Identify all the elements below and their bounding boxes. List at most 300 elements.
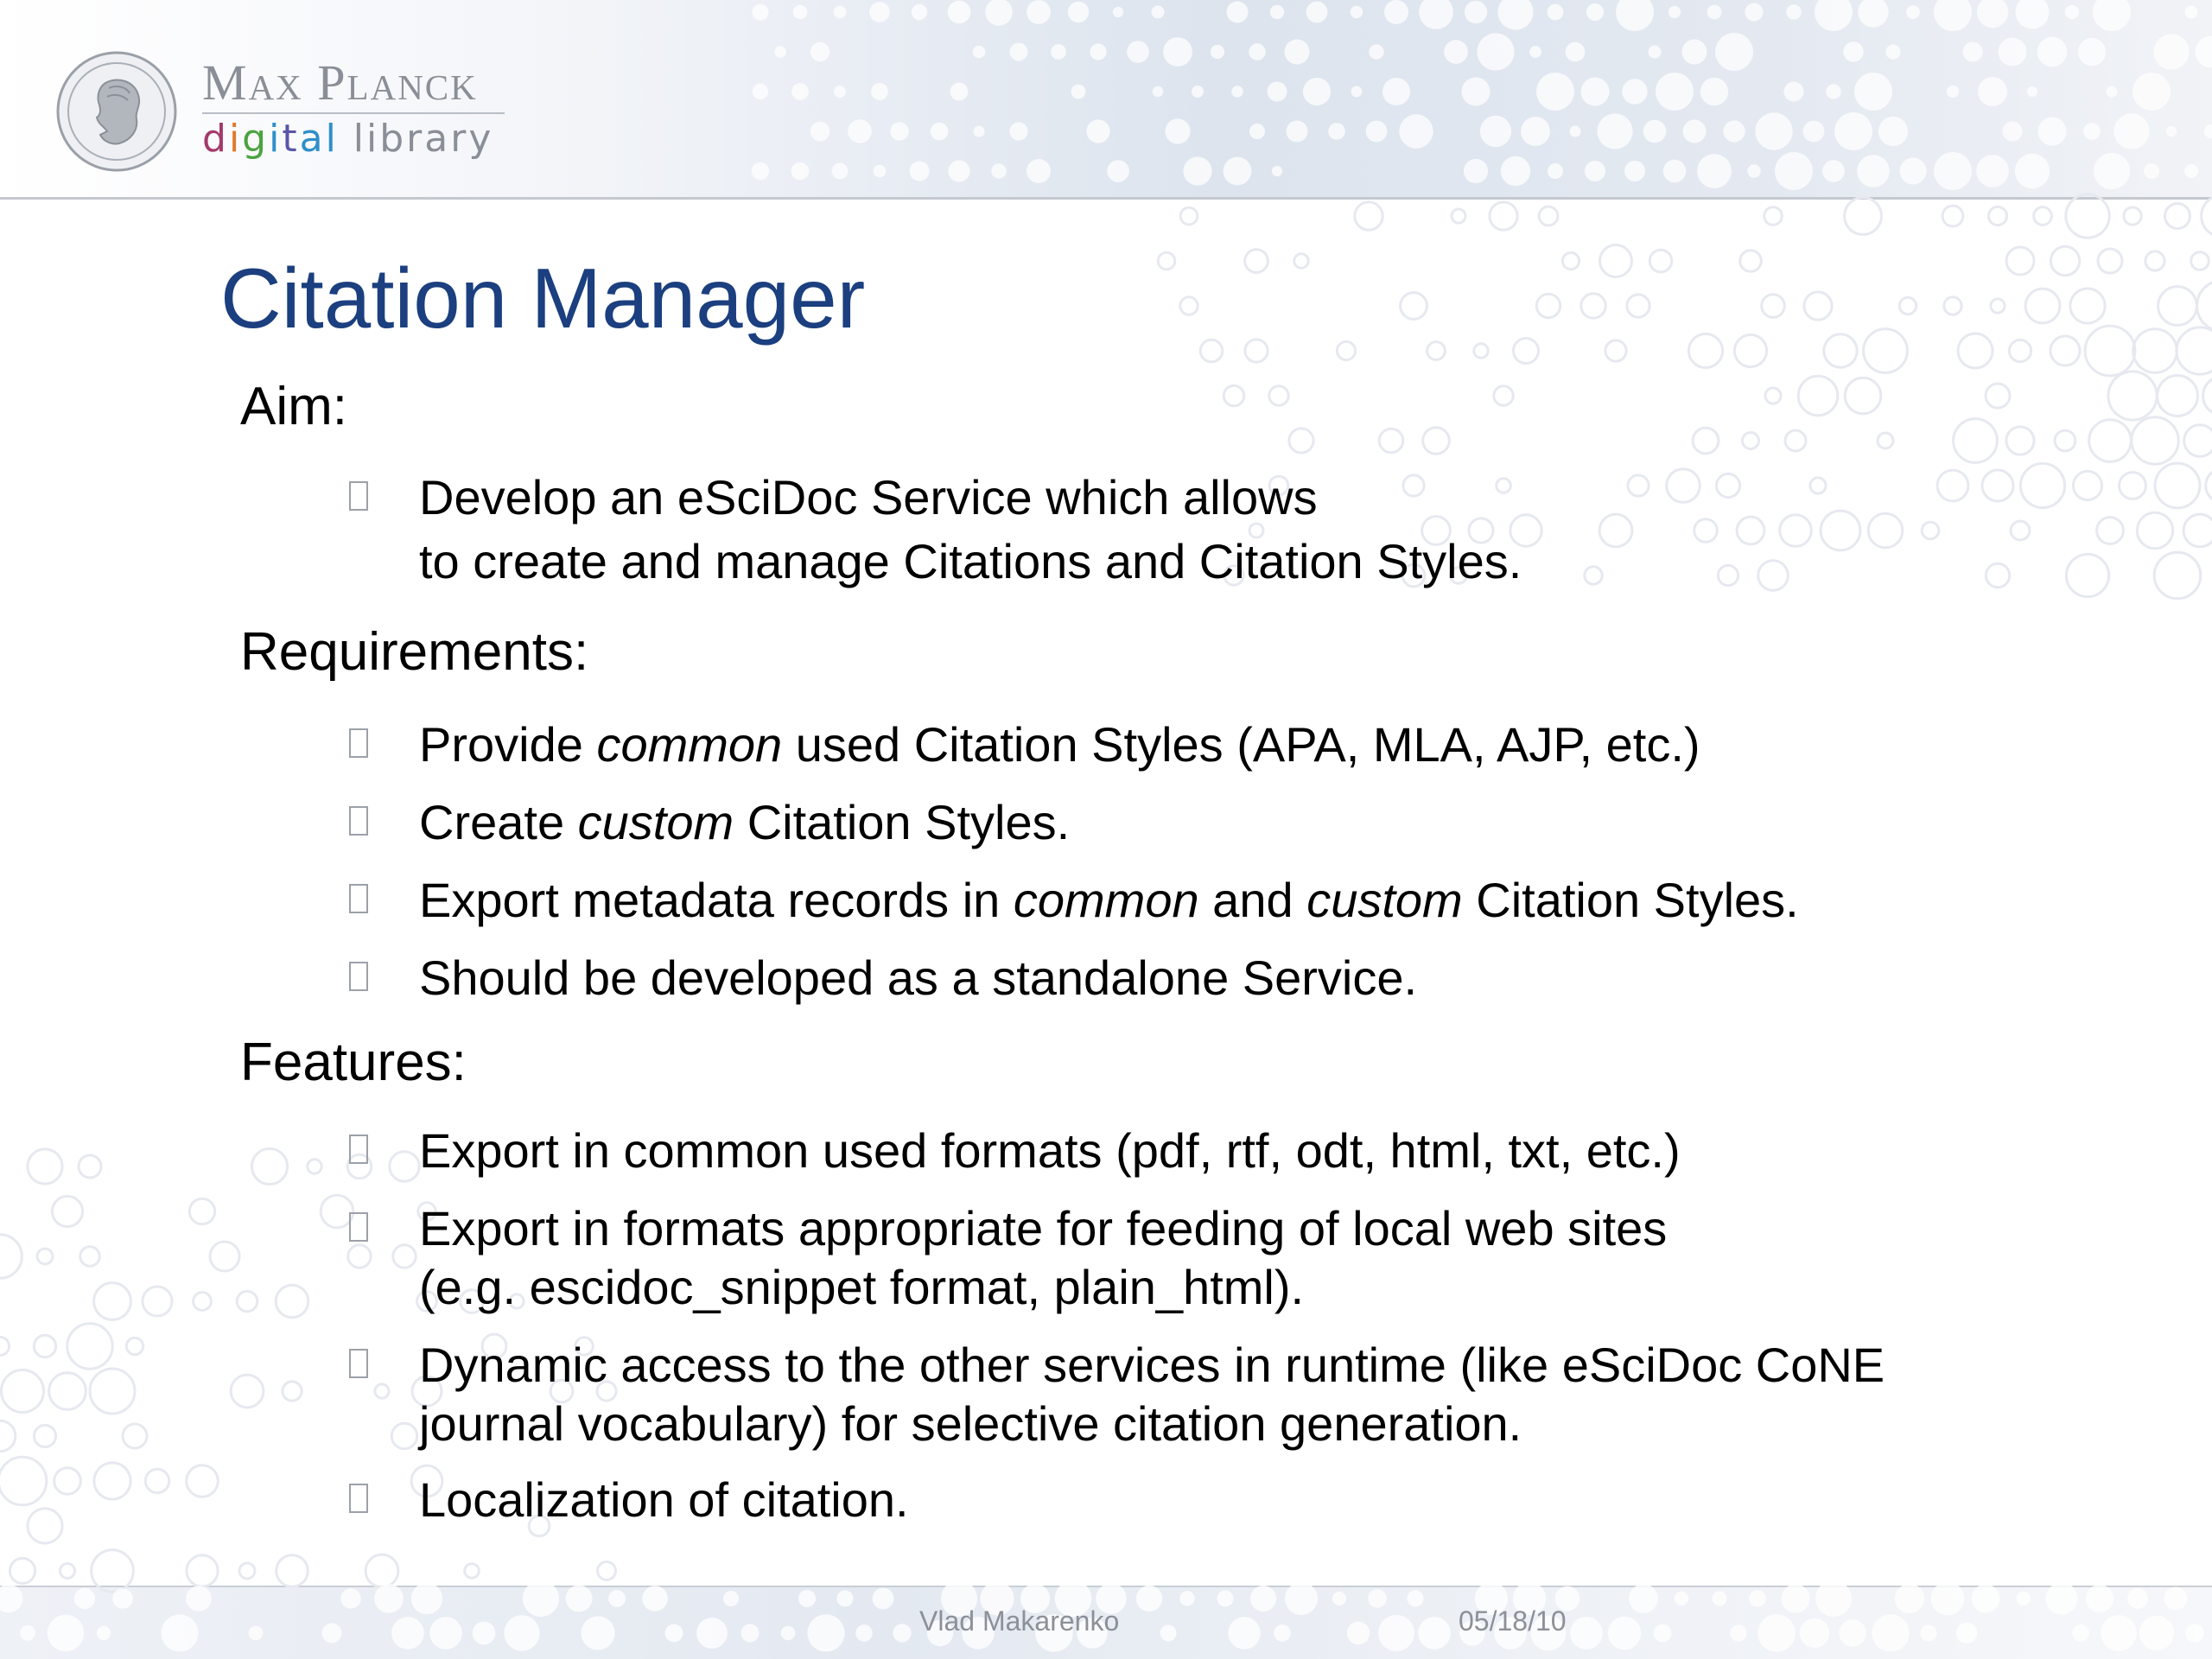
decorative-bubble	[1539, 207, 1558, 226]
requirement-item	[419, 870, 1799, 931]
decorative-bubble	[2184, 425, 2212, 457]
decorative-bubble	[0, 1585, 22, 1613]
decorative-bubble	[2037, 37, 2068, 67]
decorative-bubble	[973, 46, 986, 59]
decorative-bubble	[2017, 1592, 2031, 1606]
decorative-bubble	[2034, 207, 2052, 226]
decorative-bubble	[1826, 84, 1840, 99]
decorative-bubble	[1656, 73, 1694, 111]
decorative-bubble	[28, 1149, 62, 1184]
decorative-bubble	[2158, 376, 2198, 416]
decorative-bubble	[92, 1550, 134, 1592]
decorative-bubble	[1934, 0, 1972, 31]
decorative-bubble	[1379, 429, 1403, 453]
decorative-bubble	[1921, 1625, 1937, 1642]
decorative-bubble	[1737, 517, 1764, 544]
logo-letter: i	[228, 117, 243, 161]
decorative-bubble	[143, 1287, 172, 1316]
decorative-bubble	[67, 1324, 112, 1369]
decorative-bubble	[1224, 157, 1252, 186]
decorative-bubble	[1285, 1582, 1318, 1615]
decorative-bubble	[2158, 287, 2197, 326]
decorative-bubble	[1663, 160, 1686, 182]
decorative-bubble	[34, 1335, 55, 1357]
requirement-item	[419, 792, 1070, 853]
decorative-bubble	[893, 1624, 911, 1642]
decorative-bubble	[1200, 340, 1223, 362]
decorative-bubble	[1944, 297, 1961, 315]
decorative-bubble	[391, 1617, 424, 1649]
decorative-bubble	[1270, 5, 1284, 19]
decorative-bubble	[1071, 85, 1086, 99]
decorative-bubble	[1269, 386, 1288, 405]
decorative-bubble	[276, 1555, 308, 1587]
decorative-bubble	[1716, 474, 1739, 497]
footer-date: 05/18/10	[1459, 1605, 1567, 1637]
decorative-bubble	[1152, 6, 1165, 19]
decorative-bubble	[1991, 299, 2005, 313]
decorative-bubble	[741, 1624, 760, 1643]
decorative-bubble	[2098, 249, 2122, 273]
decorative-bubble	[1351, 6, 1363, 18]
decorative-bubble	[90, 1369, 135, 1414]
decorative-bubble	[1972, 1585, 2000, 1613]
decorative-bubble	[523, 1580, 559, 1617]
decorative-bubble	[781, 1626, 796, 1641]
decorative-bubble	[1514, 339, 1539, 364]
decorative-bubble	[871, 83, 888, 100]
decorative-bubble	[2045, 1582, 2077, 1614]
decorative-bubble	[1804, 292, 1832, 320]
decorative-bubble	[1600, 245, 1632, 277]
decorative-bubble	[2166, 126, 2177, 137]
decorative-bubble	[1885, 44, 1900, 59]
minerva-seal-icon	[55, 50, 178, 173]
logo-letter: d	[202, 117, 229, 161]
decorative-bubble	[752, 162, 769, 180]
decorative-bubble	[1834, 112, 1872, 150]
decorative-bubble	[598, 1562, 616, 1580]
decorative-bubble	[2006, 247, 2034, 275]
decorative-bubble	[2113, 113, 2149, 149]
decorative-bubble	[1749, 1590, 1765, 1606]
decorative-bubble	[1755, 112, 1792, 149]
decorative-bubble	[1669, 6, 1681, 18]
decorative-bubble	[2066, 194, 2109, 238]
decorative-bubble	[2015, 154, 2050, 188]
decorative-bubble	[1743, 433, 1759, 449]
requirement-item	[419, 715, 1700, 775]
decorative-bubble	[1427, 342, 1446, 360]
decorative-bubble	[1707, 5, 1722, 20]
decorative-bubble	[566, 1586, 593, 1612]
decorative-bubble	[1378, 1615, 1414, 1651]
decorative-bubble	[1675, 1592, 1688, 1605]
bullet-box-icon	[349, 728, 368, 758]
decorative-bubble	[1599, 514, 1632, 547]
bullet-box-icon	[349, 884, 368, 913]
decorative-bubble	[2154, 552, 2201, 599]
decorative-bubble	[665, 1624, 683, 1643]
decorative-bubble	[2184, 164, 2198, 178]
decorative-bubble	[1872, 1614, 1909, 1651]
feature-item-line-2: journal vocabulary) for selective citation generation.	[419, 1396, 1522, 1451]
decorative-bubble	[2009, 340, 2031, 361]
decorative-bubble	[1667, 469, 1700, 503]
decorative-bubble	[411, 1583, 442, 1614]
decorative-bubble	[1730, 1624, 1746, 1641]
decorative-bubble	[1922, 522, 1939, 539]
decorative-bubble	[1740, 251, 1762, 272]
decorative-bubble	[52, 1196, 82, 1226]
decorative-bubble	[2203, 377, 2212, 416]
decorative-bubble	[1192, 86, 1204, 98]
decorative-bubble	[1854, 73, 1892, 111]
decorative-bubble	[1401, 293, 1427, 320]
decorative-bubble	[1723, 120, 1745, 142]
decorative-bubble	[1931, 1582, 1965, 1616]
decorative-bubble	[1536, 294, 1560, 317]
decorative-bubble	[1762, 295, 1785, 318]
footer-author: Vlad Makarenko	[919, 1605, 1120, 1637]
decorative-bubble	[1497, 0, 1533, 30]
decorative-bubble	[1382, 78, 1410, 105]
decorative-bubble	[2185, 1624, 2203, 1642]
decorative-bubble	[2132, 417, 2178, 464]
decorative-bubble	[74, 1588, 95, 1609]
decorative-bubble	[1368, 1589, 1386, 1607]
decorative-bubble	[393, 1245, 416, 1268]
decorative-bubble	[348, 1245, 371, 1268]
decorative-bubble	[2183, 514, 2212, 547]
decorative-bubble	[249, 1626, 264, 1641]
decorative-bubble	[1986, 563, 2009, 587]
decorative-bubble	[1285, 40, 1310, 65]
decorative-bubble	[374, 1584, 404, 1613]
text-run: Citation Styles.	[734, 795, 1071, 849]
decorative-bubble	[1605, 340, 1626, 361]
decorative-bubble	[10, 1558, 35, 1583]
logo-letter: t	[282, 117, 300, 161]
decorative-bubble	[94, 1283, 131, 1320]
decorative-bubble	[1231, 86, 1243, 98]
decorative-bubble	[79, 1155, 101, 1178]
decorative-bubble	[2025, 289, 2060, 323]
decorative-bubble	[1272, 166, 1282, 176]
decorative-bubble	[473, 1622, 496, 1645]
decorative-bubble	[1764, 207, 1783, 226]
logo-divider	[202, 112, 505, 114]
decorative-bubble	[1268, 82, 1287, 102]
decorative-bubble	[2139, 1616, 2174, 1650]
decorative-bubble	[1781, 1584, 1809, 1612]
decorative-bubble	[1294, 254, 1308, 268]
decorative-bubble	[1163, 37, 1192, 67]
decorative-bubble	[810, 122, 830, 141]
decorative-bubble	[1529, 46, 1541, 58]
decorative-bubble	[1864, 329, 1908, 373]
decorative-bubble	[774, 46, 786, 58]
decorative-bubble	[2120, 473, 2146, 499]
decorative-bubble	[145, 1469, 168, 1492]
text-run: and	[1198, 873, 1307, 927]
logo-digital-library	[202, 119, 513, 159]
decorative-bubble	[308, 1160, 321, 1173]
decorative-bubble	[1051, 44, 1066, 60]
decorative-bubble	[2094, 153, 2130, 189]
decorative-bubble	[34, 1425, 55, 1446]
decorative-bubble	[1399, 114, 1433, 148]
decorative-bubble	[1745, 3, 1764, 22]
logo-max-planck: Max Planck	[202, 54, 478, 111]
decorative-bubble	[1977, 0, 2008, 28]
decorative-bubble	[54, 1468, 81, 1495]
decorative-bubble	[2027, 86, 2037, 97]
decorative-bubble	[1765, 388, 1781, 404]
decorative-bubble	[1947, 86, 1959, 98]
emphasis: common	[1013, 873, 1199, 927]
decorative-bubble	[0, 1337, 10, 1355]
requirements-heading: Requirements:	[240, 622, 589, 682]
decorative-bubble	[2165, 204, 2190, 229]
decorative-bubble	[1906, 5, 1920, 19]
decorative-bubble	[187, 1465, 219, 1497]
slide-title: Citation Manager	[220, 251, 866, 346]
decorative-bubble	[1649, 46, 1662, 59]
decorative-bubble	[1758, 1614, 1796, 1652]
decorative-bubble	[189, 1198, 214, 1224]
decorative-bubble	[251, 1148, 287, 1184]
decorative-bubble	[2011, 521, 2030, 540]
decorative-bubble	[1700, 78, 1728, 105]
decorative-bubble	[1548, 163, 1563, 179]
decorative-bubble	[1306, 2, 1328, 23]
decorative-bubble	[1976, 155, 2009, 188]
decorative-bubble	[1490, 202, 1517, 230]
decorative-bubble	[1465, 1, 1487, 23]
decorative-bubble	[126, 1338, 143, 1354]
decorative-bubble	[950, 83, 969, 101]
decorative-bubble	[28, 1509, 62, 1543]
decorative-bubble	[2137, 512, 2172, 548]
decorative-bubble	[37, 1249, 53, 1264]
text-run: Provide	[419, 717, 597, 772]
decorative-bubble	[276, 1285, 308, 1318]
decorative-bubble	[375, 1384, 389, 1398]
decorative-bubble	[162, 1615, 199, 1652]
decorative-bubble	[1786, 4, 1801, 19]
decorative-bubble	[1586, 3, 1604, 21]
decorative-bubble	[1562, 252, 1579, 269]
decorative-bubble	[910, 162, 930, 181]
decorative-bubble	[1800, 1618, 1829, 1648]
decorative-bubble	[1688, 334, 1722, 367]
decorative-bubble	[837, 1591, 854, 1607]
decorative-bubble	[2070, 289, 2105, 323]
decorative-bubble	[2006, 427, 2034, 454]
bullet-box-icon	[349, 1349, 368, 1378]
decorative-bubble	[834, 86, 846, 98]
decorative-bubble	[390, 1152, 419, 1181]
decorative-bubble	[1369, 44, 1383, 59]
decorative-bubble	[1347, 1622, 1370, 1644]
decorative-bubble	[1027, 0, 1051, 24]
decorative-bubble	[948, 1, 971, 24]
decorative-bubble	[912, 4, 927, 20]
bullet-box-icon	[349, 806, 368, 836]
decorative-bubble	[723, 1591, 739, 1606]
decorative-bubble	[1954, 419, 1998, 463]
decorative-bubble	[890, 122, 908, 140]
decorative-bubble	[187, 1555, 218, 1586]
decorative-bubble	[1452, 209, 1465, 223]
decorative-bubble	[1682, 40, 1707, 65]
decorative-bubble	[1958, 334, 1993, 368]
decorative-bubble	[1803, 121, 1825, 143]
decorative-bubble	[1548, 4, 1564, 21]
decorative-bubble	[2202, 195, 2212, 238]
decorative-bubble	[791, 162, 810, 181]
text-run: used Citation Styles (APA, MLA, AJP, etc.)	[782, 717, 1700, 772]
text-run: Export metadata records in	[419, 873, 1014, 927]
decorative-bubble	[283, 1382, 302, 1401]
decorative-bubble	[2133, 329, 2177, 373]
decorative-bubble	[239, 1563, 255, 1579]
decorative-bubble	[1474, 344, 1488, 358]
decorative-bubble	[2155, 463, 2200, 508]
emphasis: custom	[577, 795, 734, 849]
decorative-bubble	[1780, 515, 1812, 547]
decorative-bubble	[1986, 384, 2010, 408]
decorative-bubble	[1444, 40, 1468, 64]
decorative-bubble	[2196, 36, 2212, 68]
decorative-bubble	[873, 1588, 894, 1610]
decorative-bubble	[2185, 6, 2198, 19]
decorative-bubble	[1521, 117, 1550, 146]
bullet-box-icon	[349, 1484, 368, 1513]
decorative-bubble	[807, 1614, 844, 1651]
decorative-bubble	[1408, 1591, 1424, 1607]
decorative-bubble	[1758, 561, 1789, 591]
decorative-bubble	[391, 1423, 416, 1448]
feature-item-line-2: (e.g. escidoc_snippet format, plain_html).	[419, 1260, 1305, 1314]
decorative-bubble	[1654, 1624, 1672, 1643]
decorative-bubble	[1289, 429, 1313, 453]
decorative-bubble	[1683, 120, 1707, 143]
decorative-bubble	[1629, 1584, 1658, 1613]
decorative-bubble	[1127, 41, 1149, 63]
decorative-bubble	[1937, 470, 1968, 501]
decorative-bubble	[1249, 43, 1265, 60]
decorative-bubble	[991, 163, 1006, 178]
decorative-bubble	[1136, 1586, 1162, 1611]
decorative-bubble	[1332, 1592, 1346, 1605]
decorative-bubble	[1497, 479, 1511, 493]
decorative-bubble	[322, 1624, 342, 1643]
logo-word-library: library	[338, 117, 494, 161]
decorative-bubble	[1824, 334, 1857, 367]
decorative-bubble	[1934, 152, 1972, 190]
decorative-bubble	[1845, 378, 1881, 414]
decorative-bubble	[2038, 118, 2067, 146]
decorative-bubble	[1628, 475, 1649, 496]
decorative-bubble	[80, 1247, 100, 1267]
decorative-bubble	[2085, 326, 2135, 376]
decorative-bubble	[985, 0, 1012, 26]
decorative-bubble	[1999, 38, 2027, 67]
decorative-bubble	[2204, 124, 2212, 138]
decorative-bubble	[608, 1590, 626, 1607]
decorative-bubble	[1581, 294, 1605, 318]
emphasis: common	[596, 717, 783, 772]
decorative-bubble	[1821, 511, 1860, 550]
decorative-bubble	[1494, 386, 1513, 405]
decorative-bubble	[2086, 1585, 2113, 1612]
decorative-bubble	[1211, 45, 1224, 59]
decorative-bubble	[793, 5, 807, 19]
feature-item: Localization of citation.	[419, 1472, 909, 1527]
decorative-bubble	[1785, 430, 1806, 451]
decorative-bubble	[1165, 118, 1190, 143]
decorative-bubble	[1858, 0, 1888, 28]
logo-letter: i	[269, 117, 283, 161]
decorative-bubble	[834, 6, 847, 19]
decorative-bubble	[231, 1375, 264, 1408]
decorative-bubble	[1419, 0, 1453, 29]
decorative-bubble	[1622, 79, 1647, 104]
decorative-bubble	[855, 1624, 872, 1641]
decorative-bubble	[1183, 156, 1211, 185]
decorative-bubble	[1274, 1624, 1291, 1642]
decorative-bubble	[2191, 252, 2209, 270]
decorative-bubble	[1009, 122, 1027, 140]
decorative-bubble	[210, 1242, 239, 1271]
decorative-bubble	[1956, 1623, 1977, 1643]
decorative-bubble	[1090, 43, 1106, 60]
decorative-bubble	[1982, 470, 2013, 501]
decorative-bubble	[1480, 116, 1511, 147]
decorative-bubble	[1328, 123, 1345, 140]
decorative-bubble	[1366, 121, 1388, 143]
decorative-bubble	[1810, 478, 1826, 493]
aim-item-line-2: to create and manage Citations and Citation Styles.	[419, 534, 1522, 588]
features-heading: Features:	[240, 1033, 467, 1092]
decorative-bubble	[1180, 207, 1198, 225]
decorative-bubble	[1351, 86, 1363, 98]
decorative-bubble	[2093, 0, 2131, 31]
decorative-bubble	[753, 4, 769, 21]
decorative-bubble	[2133, 73, 2171, 111]
aim-heading: Aim:	[240, 377, 347, 436]
decorative-bubble	[1624, 161, 1645, 181]
decorative-bubble	[1597, 113, 1632, 149]
decorative-bubble	[2083, 123, 2101, 140]
decorative-bubble	[1643, 120, 1667, 143]
decorative-bubble	[1418, 1617, 1451, 1649]
decorative-bubble	[2108, 372, 2157, 420]
decorative-bubble	[1245, 340, 1268, 362]
decorative-bubble	[94, 1463, 130, 1499]
decorative-bubble	[2, 1370, 44, 1413]
text-run: Create	[419, 795, 578, 849]
decorative-bubble	[1878, 117, 1908, 146]
decorative-bubble	[1570, 1617, 1603, 1649]
decorative-bubble	[1713, 1592, 1727, 1606]
decorative-bubble	[1536, 73, 1574, 111]
decorative-bubble	[2107, 86, 2118, 98]
decorative-bubble	[1845, 198, 1882, 235]
decorative-bubble	[1180, 297, 1198, 315]
